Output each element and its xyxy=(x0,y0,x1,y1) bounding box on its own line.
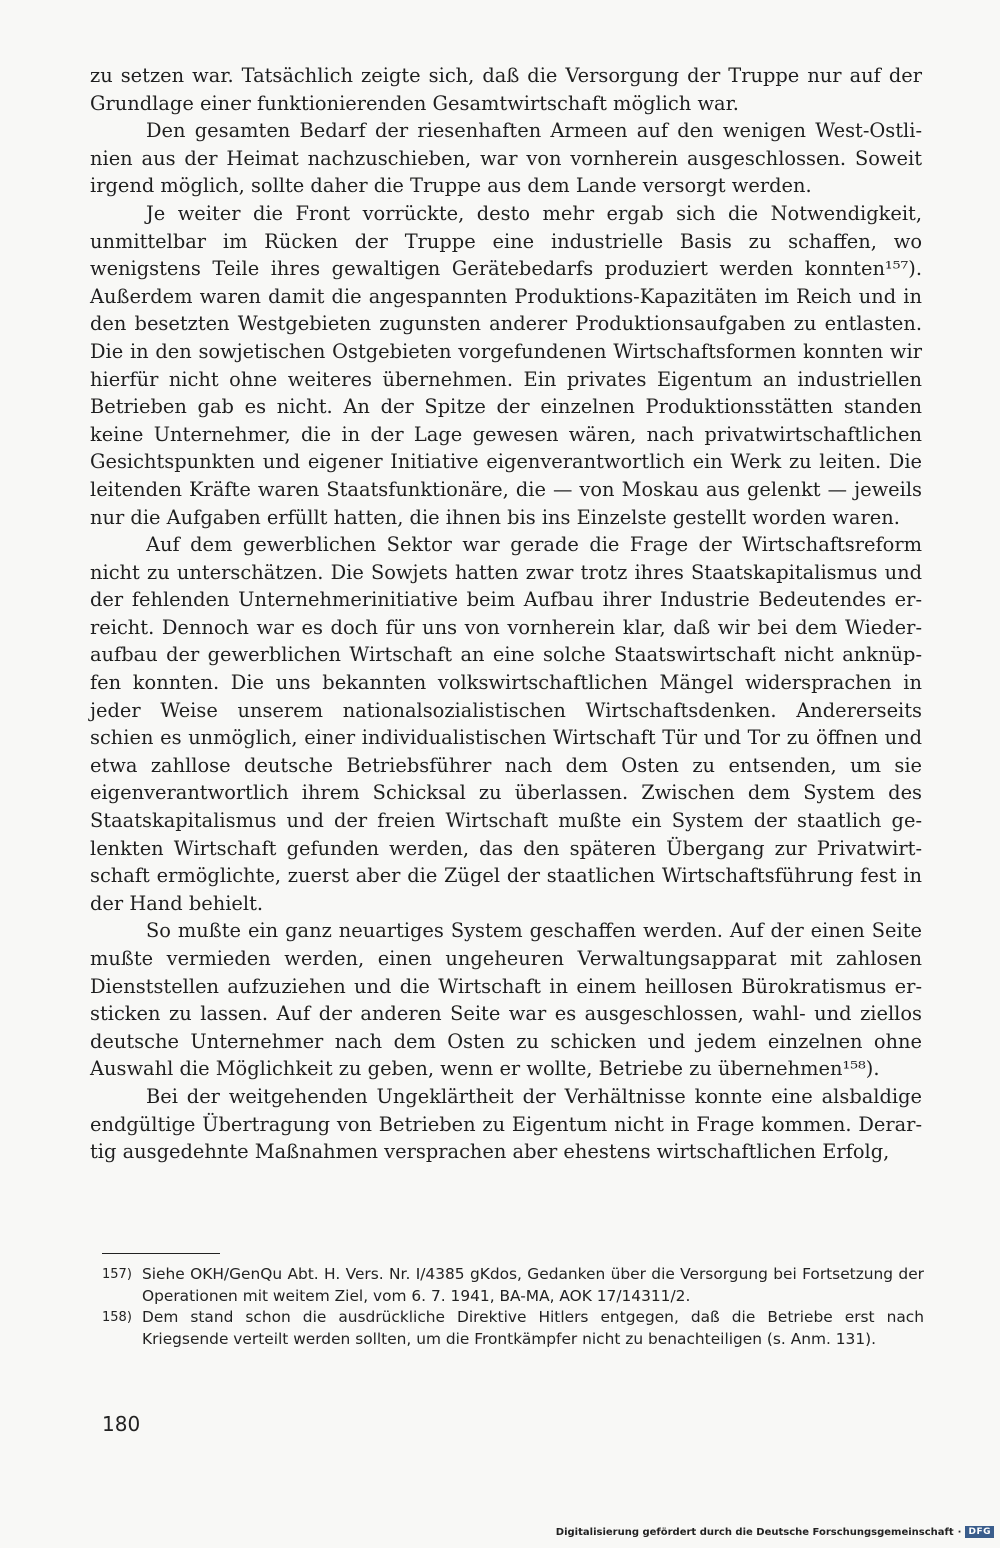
credit-separator: · xyxy=(957,1526,962,1538)
footnotes xyxy=(102,1264,924,1350)
paragraph-3: Je weiter die Front vorrückte, desto mehr ergab sich die Notwendigkeit, unmittelbar im Rücken der Truppe eine industrielle Basis zu schaffen, wo wenigstens Teile ihres gewaltigen Gerätebedarfs produziert werden konnten¹⁵⁷). Außerdem waren damit die angespannten Produktions-Kapazitäten im Reich und in den besetzten Westgebieten zugunsten anderer Produktionsaufgaben zu entlasten. Die in den sowjetischen Ostgebieten vorgefundenen Wirtschaftsformen konnten wir hierfür nicht ohne weiteres übernehmen. Ein privates Eigentum an industriellen Betrieben gab es nicht. An der Spitze der einzelnen Produktionsstätten standen keine Unternehmer, die in der Lage gewesen wären, nach privatwirtschaftlichen Gesichtspunkten und eigener Initiative eigenverantwortlich ein Werk zu leiten. Die leitenden Kräfte waren Staatsfunktionäre, die — von Moskau aus gelenkt — jeweils nur die Aufgaben erfüllt hatten, die ihnen bis ins Einzelste gestellt worden waren. xyxy=(90,201,922,529)
paragraph-6: Bei der weitgehenden Ungeklärtheit der Verhältnisse konnte eine alsbaldige endgültige Übertragung von Betrieben zu Eigentum nicht in Frage kommen. Derartig ausgedehnte Maßnahmen versprachen aber ehestens wirtschaftlichen Erfolg, xyxy=(90,1084,922,1164)
paragraph-5: So mußte ein ganz neuartiges System geschaffen werden. Auf der einen Seite mußte vermieden werden, einen ungeheuren Verwaltungsapparat mit zahlosen Dienststellen aufzuziehen und die Wirtschaft in einem heillosen Bürokratismus ersticken zu lassen. Auf der anderen Seite war es ausgeschlossen, wahl- und ziellos deutsche Unternehmer nach dem Osten zu schicken und jedem einzelnen ohne Auswahl die Möglichkeit zu geben, wenn er wollte, Betriebe zu übernehmen¹⁵⁸). xyxy=(90,919,922,1081)
footnote-divider xyxy=(102,1253,220,1254)
digitization-credit xyxy=(556,1526,994,1538)
paragraph-4: Auf dem gewerblichen Sektor war gerade die Frage der Wirtschaftsreform nicht zu unterschätzen. Die Sowjets hatten zwar trotz ihres Staatskapitalismus und der fehlenden Unternehmerinitiative beim Aufbau ihrer Industrie Bedeutendes erreicht. Dennoch war es doch für uns von vornherein klar, daß wir bei dem Wiederaufbau der gewerblichen Wirtschaft an eine solche Staatswirtschaft nicht anknüpfen konnten. Die uns bekannten volkswirtschaftlichen Mängel widersprachen in jeder Weise unserem nationalsozialistischen Wirtschaftsdenken. Andererseits schien es unmöglich, einer individualistischen Wirtschaft Tür und Tor zu öffnen und etwa zahllose deutsche Betriebsführer nach dem Osten zu entsenden, um sie eigenverantwortlich ihrem Schicksal zu überlassen. Zwischen dem System des Staatskapitalismus und der freien Wirtschaft mußte ein System der staatlich gelenkten Wirtschaft gefunden werden, das den späteren Übergang zur Privatwirtschaft ermöglichte, zuerst aber die Zügel der staatlichen Wirtschaftsführung fest in der Hand behielt. xyxy=(90,533,922,915)
paragraph-2: Den gesamten Bedarf der riesenhaften Armeen auf den wenigen West-Ostlinien aus der Heimat nachzuschieben, war von vornherein ausgeschlossen. Soweit irgend möglich, sollte daher die Truppe aus dem Lande versorgt werden. xyxy=(90,119,922,198)
dfg-logo: DFG xyxy=(965,1526,994,1538)
page-number: 180 xyxy=(102,1412,141,1436)
footnote-157 xyxy=(102,1264,924,1307)
credit-text: Digitalisierung gefördert durch die Deutsche Forschungsgemeinschaft xyxy=(555,1526,954,1538)
main-text xyxy=(90,62,922,1166)
footnote-number: 158) xyxy=(102,1310,132,1325)
footnote-text: Siehe OKH/GenQu Abt. H. Vers. Nr. I/4385 gKdos, Gedanken über die Versorgung bei Fortsetzung der Operationen mit weitem Ziel, vom 6. 7. 1941, BA-MA, AOK 17/14311/2. xyxy=(142,1265,924,1305)
footnote-158 xyxy=(102,1307,924,1350)
footnote-text: Dem stand schon die ausdrückliche Direktive Hitlers entgegen, daß die Betriebe erst nach Kriegsende verteilt werden sollten, um die Frontkämpfer nicht zu benachteiligen (s. Anm. 131). xyxy=(142,1308,924,1348)
paragraph-1: zu setzen war. Tatsächlich zeigte sich, daß die Versorgung der Truppe nur auf der Grundlage einer funktionierenden Gesamtwirtschaft möglich war. xyxy=(90,64,922,115)
footnote-number: 157) xyxy=(102,1267,132,1282)
